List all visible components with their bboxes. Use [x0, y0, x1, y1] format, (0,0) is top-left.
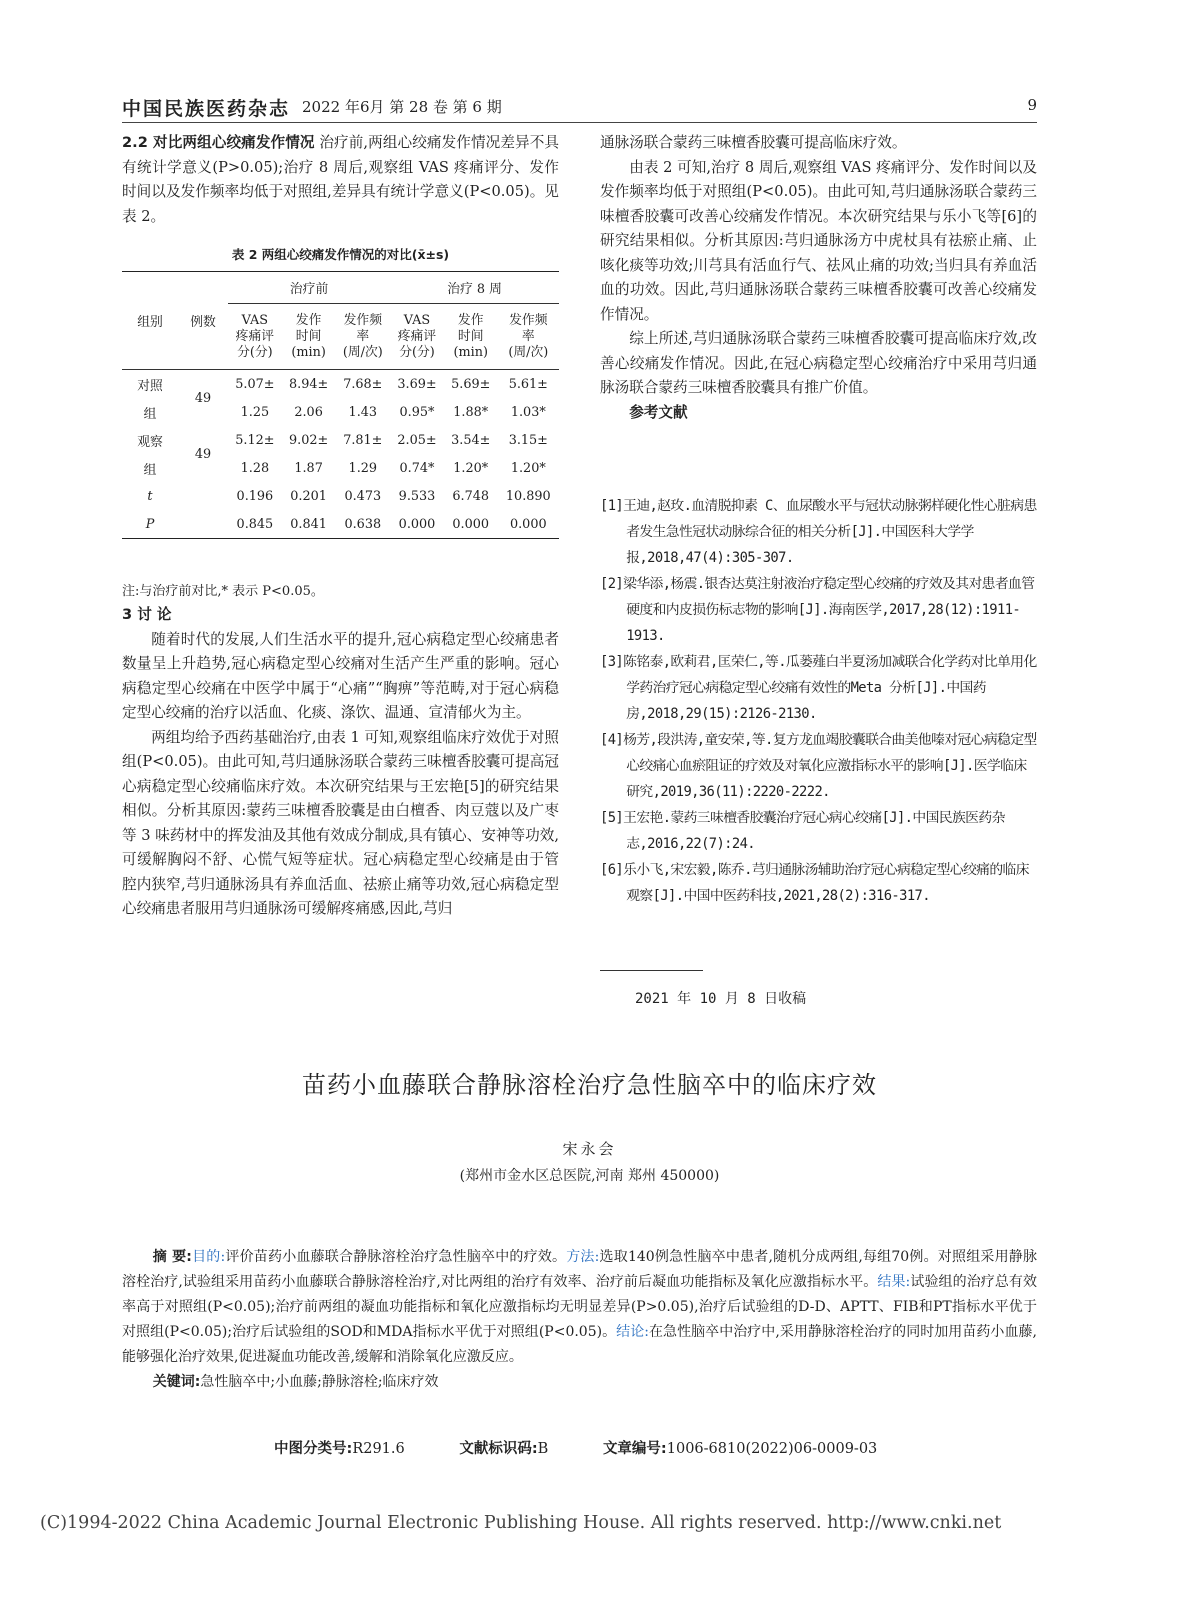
- keywords: 关键词:急性脑卒中;小血藤;静脉溶栓;临床疗效: [152, 1374, 439, 1390]
- reference-item: [5]王宏艳.蒙药三味檀香胶囊治疗冠心病心绞痛[J].中国民族医药杂志,2016,22(7):24.: [600, 810, 1005, 852]
- copyright-footer: (C)1994-2022 China Academic Journal Electronic Publishing House. All rights reserved. http://www.cnki.net: [40, 1513, 1002, 1533]
- right-column: [600, 131, 1037, 425]
- col-time-after: 发作 时间 (min): [444, 304, 498, 370]
- table-note: 注:与治疗前对比,* 表示 P<0.05。: [122, 584, 324, 599]
- right-paragraph-2: 由表 2 可知,治疗 8 周后,观察组 VAS 疼痛评分、发作时间以及发作频率均低于对照组(P<0.05)。由此可知,芎归通脉汤联合蒙药三味檀香胶囊可改善心绞痛发作情况。本次研究结果与乐小飞等[6]的研究结果相似。分析其原因:芎归通脉汤方中虎杖具有祛瘀止痛、止咳化痰等功效;川芎具有活血行气、祛风止痛的功效;当归具有养血活血的功效。因此,芎归通脉汤联合蒙药三味檀香胶囊可改善心绞痛发作情况。: [600, 158, 1037, 323]
- issue-info: 2022 年6月 第 28 卷 第 6 期: [302, 98, 502, 116]
- header-before: 治疗前: [228, 272, 390, 304]
- col-vas-before: VAS 疼痛评 分(分): [228, 304, 282, 370]
- table-row: 观察 49 5.12± 9.02± 7.81± 2.05± 3.54± 3.15±: [122, 426, 559, 454]
- col-time-before: 发作 时间 (min): [282, 304, 336, 370]
- objective-label: 目的:: [191, 1249, 226, 1265]
- discussion-paragraph-1: 随着时代的发展,人们生活水平的提升,冠心病稳定型心绞痛患者数量呈上升趋势,冠心病稳定型心绞痛对生活产生严重的影响。冠心病稳定型心绞痛在中医学中属于“心痛”“胸痹”等范畴,对于冠心病稳定型心绞痛的治疗以活血、化痰、涤饮、温通、宣清郁火为主。: [122, 630, 559, 721]
- right-paragraph-3: 综上所述,芎归通脉汤联合蒙药三味檀香胶囊可提高临床疗效,改善心绞痛发作情况。因此,在冠心病稳定型心绞痛治疗中采用芎归通脉汤联合蒙药三味檀香胶囊具有推广价值。: [600, 330, 1037, 396]
- row-control-n: 49: [194, 390, 212, 406]
- reference-item: [3]陈铭泰,欧莉君,匡荣仁,等.瓜蒌薤白半夏汤加减联合化学药对比单用化学药治疗冠心病稳定型心绞痛有效性的Meta 分析[J].中国药房,2018,29(15):2126-2130.: [600, 654, 1037, 722]
- header-n: 例数: [178, 272, 228, 370]
- left-column-top: [122, 131, 559, 229]
- clc-value: R291.6: [352, 1441, 405, 1457]
- abstract: [122, 1245, 1037, 1395]
- reference-item: [4]杨芳,段洪涛,童安荣,等.复方龙血竭胶囊联合曲美他嗪对冠心病稳定型心绞痛心血瘀阻证的疗效及对氧化应激指标水平的影响[J].医学临床研究,2019,36(11):2220-2222.: [600, 732, 1037, 800]
- classification-line: [122, 1437, 1037, 1458]
- reference-item: [2]梁华添,杨震.银杏达莫注射液治疗稳定型心绞痛的疗效及其对患者血管硬度和内皮损伤标志物的影响[J].海南医学,2017,28(12):1911-1913.: [600, 576, 1035, 644]
- conclusion-text: 在急性脑卒中治疗中,采用静脉溶栓治疗的同时加用苗药小血藤,能够强化治疗效果,促进凝血功能改善,缓解和消除氧化应激反应。: [122, 1324, 1037, 1365]
- table-row: 对照 49 5.07± 8.94± 7.68± 3.69± 5.69± 5.61±: [122, 370, 559, 399]
- col-freq-before: 发作频 率 (周/次): [335, 304, 390, 370]
- section-3-heading: 3 讨 论: [122, 606, 172, 623]
- reference-list: [600, 493, 1037, 909]
- results-label: 结果:: [877, 1274, 911, 1290]
- article-author: 宋永会: [562, 1140, 617, 1158]
- divider: [600, 970, 703, 971]
- table-row: t 0.196 0.201 0.473 9.533 6.748 10.890: [147, 488, 551, 504]
- conclusion-label: 结论:: [616, 1324, 649, 1340]
- table-2-caption: 表 2 两组心绞痛发作情况的对比(x̄±s): [231, 247, 450, 262]
- header-after: 治疗 8 周: [390, 272, 559, 304]
- col-vas-after: VAS 疼痛评 分(分): [390, 304, 444, 370]
- methods-text: 选取140例急性脑卒中患者,随机分成两组,每组70例。对照组采用静脉溶栓治疗,试验组采用苗药小血藤联合静脉溶栓治疗,对比两组的治疗有效率、治疗前后凝血功能指标及氧化应激指标水平。: [122, 1249, 1037, 1290]
- discussion-paragraph-2: 两组均给予西药基础治疗,由表 1 可知,观察组临床疗效优于对照组(P<0.05)。由此可知,芎归通脉汤联合蒙药三味檀香胶囊可提高冠心病稳定型心绞痛临床疗效。本次研究结果与王宏艳[5]的研究结果相似。分析其原因:蒙药三味檀香胶囊是由白檀香、肉豆蔻以及广枣等 3 味药材中的挥发油及其他有效成分制成,具有镇心、安神等功效,可缓解胸闷不舒、心慌气短等症状。冠心病稳定型心绞痛是由于管腔内狭窄,芎归通脉汤具有养血活血、祛瘀止痛等功效,冠心病稳定型心绞痛患者服用芎归通脉汤可缓解疼痛感,因此,芎归: [122, 728, 559, 917]
- table-row: 组 1.25 2.06 1.43 0.95* 1.88* 1.03*: [143, 404, 546, 422]
- reference-item: [1]王迪,赵玫.血清脱抑素 C、血尿酸水平与冠状动脉粥样硬化性心脏病患者发生急性冠状动脉综合征的相关分析[J].中国医科大学学报,2018,47(4):305-307.: [600, 498, 1037, 566]
- reference-item: [6]乐小飞,宋宏毅,陈乔.芎归通脉汤辅助治疗冠心病稳定型心绞痛的临床观察[J].中国中医药科技,2021,28(2):316-317.: [600, 862, 1029, 904]
- article-no-label: 文章编号:: [602, 1441, 667, 1457]
- table-row: P 0.845 0.841 0.638 0.000 0.000 0.000: [122, 510, 559, 539]
- doc-code-label: 文献标识码:: [459, 1441, 538, 1457]
- article-title: 苗药小血藤联合静脉溶栓治疗急性脑卒中的临床疗效: [302, 1071, 877, 1099]
- table-2: [122, 271, 559, 539]
- references-heading: 参考文献: [629, 403, 688, 421]
- page-header: [122, 92, 1037, 123]
- left-column-bottom: [122, 603, 559, 922]
- row-observe-n: 49: [194, 446, 212, 462]
- table-row: 组 1.28 1.87 1.29 0.74* 1.20* 1.20*: [143, 460, 546, 478]
- journal-name: 中国民族医药杂志: [122, 98, 291, 120]
- abstract-label: 摘 要:: [152, 1249, 192, 1265]
- section-2-2-paragraph: [122, 131, 559, 229]
- objective-text: 评价苗药小血藤联合静脉溶栓治疗急性脑卒中的疗效。: [225, 1249, 567, 1265]
- section-2-2-heading: 2.2 对比两组心绞痛发作情况: [122, 134, 315, 151]
- row-observe-label: 观察: [137, 434, 163, 450]
- doc-code-value: B: [537, 1441, 549, 1457]
- results-text: 试验组的治疗总有效率高于对照组(P<0.05);治疗前两组的凝血功能指标和氧化应激指标均无明显差异(P>0.05),治疗后试验组的D-D、APTT、FIB和PT指标水平优于对照组(P<0.05);治疗后试验组的SOD和MDA指标水平优于对照组(P<0.05)。: [122, 1274, 1038, 1340]
- col-freq-after: 发作频 率 (周/次): [498, 304, 559, 370]
- article-affiliation: (郑州市金水区总医院,河南 郑州 450000): [459, 1168, 720, 1184]
- methods-label: 方法:: [566, 1249, 600, 1265]
- row-control-label: 对照: [137, 378, 163, 394]
- right-paragraph-1: 通脉汤联合蒙药三味檀香胶囊可提高临床疗效。: [600, 134, 907, 151]
- received-date: 2021 年 10 月 8 日收稿: [635, 991, 807, 1007]
- header-group: 组别: [122, 272, 178, 370]
- section-2-2-text: 治疗前,两组心绞痛发作情况差异不具有统计学意义(P>0.05);治疗 8 周后,观察组 VAS 疼痛评分、发作时间以及发作频率均低于对照组,差异具有统计学意义(P<0.05)。见表 2。: [122, 134, 560, 225]
- article-no-value: 1006-6810(2022)06-0009-03: [666, 1441, 878, 1457]
- page-number: 9: [1027, 96, 1037, 114]
- clc-label: 中图分类号:: [274, 1441, 353, 1457]
